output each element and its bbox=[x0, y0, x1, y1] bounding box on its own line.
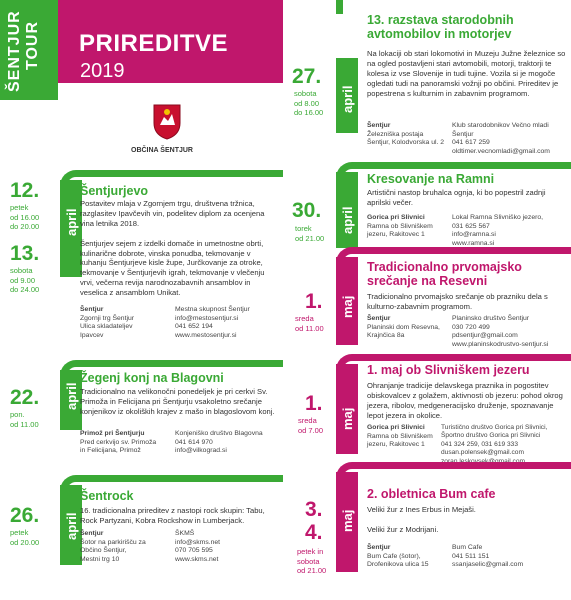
location-label: Šentjur bbox=[367, 315, 391, 322]
brand-line2: TOUR bbox=[24, 20, 41, 70]
date-day: 1. bbox=[305, 290, 323, 313]
organizer-block: Mestna skupnost Šentjur info@mestosentjur.si 041 652 194 www.mestosentjur.si bbox=[175, 306, 250, 339]
month-label: april bbox=[64, 512, 79, 540]
event-title: Tradicionalno prvomajsko srečanje na Resevni bbox=[367, 260, 522, 288]
location-block bbox=[367, 122, 447, 148]
card-corner bbox=[336, 462, 571, 482]
date-day: 27. bbox=[292, 65, 322, 88]
date-time: sobota od 8.00 do 16.00 bbox=[294, 89, 324, 118]
event-title: Šentrock bbox=[80, 489, 134, 503]
location-label: Primož pri Šentjurju bbox=[80, 430, 145, 437]
location-block bbox=[367, 544, 447, 570]
event-description: 16. tradicionalna prireditev z nastopi rock skupin: Tabu, Rock Partyzani, Kobra Rockshow in Lumberjack. bbox=[80, 506, 265, 525]
month-label: april bbox=[340, 85, 355, 113]
month-label: april bbox=[64, 208, 79, 236]
date-time: petek in sobota od 21.00 bbox=[297, 547, 327, 576]
card-corner bbox=[336, 0, 571, 14]
municipality-label: OBČINA ŠENTJUR bbox=[131, 147, 193, 154]
event-title: Šentjurjevo bbox=[80, 184, 149, 198]
organizer-block: Turistično društvo Gorica pri Slivnici, Športno društvo Gorica pri Slivnici 041 324 259, 031 619 333 dusan.polensek@gmail.com zoran.leskovsek@gmail.com bbox=[441, 424, 548, 465]
event-title: Žegenj konj na Blagovni bbox=[80, 371, 224, 385]
event-description: Tradicionalno na velikonočni ponedeljek je pri cerkvi Sv. Primoža in Felicijana pri Šentjurju vsakoletno srečanje konjenikov iz okoliških krajev z mašo in blagoslovom konj. bbox=[80, 387, 275, 416]
coat-of-arms-icon bbox=[152, 103, 182, 141]
event-description: Artistični nastop bruhalca ognja, ki bo popestril zadnji aprilski večer. bbox=[367, 188, 546, 207]
date-day: 4. bbox=[305, 521, 323, 544]
location-block bbox=[80, 306, 170, 340]
organizer-block: ŠKMŠ info@skms.net 070 705 595 www.skms.net bbox=[175, 530, 221, 563]
location-label: Šentjur bbox=[367, 122, 391, 129]
location-detail: Ramna ob Slivniškem jezeru, Rakitovec 1 bbox=[367, 432, 433, 449]
brand-line1: ŠENTJUR bbox=[6, 10, 23, 92]
location-label: Šentjur bbox=[367, 544, 391, 551]
event-title: Kresovanje na Ramni bbox=[367, 172, 495, 186]
event-title: 1. maj ob Slivniškem jezeru bbox=[367, 363, 530, 377]
location-detail: Zgornji trg Šentjur Ulica skladateljev Ipavcev bbox=[80, 314, 135, 339]
month-label: maj bbox=[340, 407, 355, 430]
date-day: 30. bbox=[292, 199, 322, 222]
date-day: 1. bbox=[305, 392, 323, 415]
event-title: 2. obletnica Bum cafe bbox=[367, 487, 496, 501]
month-label: april bbox=[64, 382, 79, 410]
organizer-block: Klub starodobnikov Večno mladi Šentjur 041 617 259 oldtimer.vecnomladi@gmail.com bbox=[452, 122, 550, 155]
location-detail: Pred cerkvijo sv. Primoža in Felicijana, Primož bbox=[80, 438, 157, 455]
date-time: sobota od 9.00 do 24.00 bbox=[10, 266, 40, 295]
location-label: Šentjur bbox=[80, 530, 104, 537]
location-label: Gorica pri Slivnici bbox=[367, 424, 425, 431]
location-block bbox=[80, 530, 172, 564]
page-title: PRIREDITVE bbox=[79, 30, 229, 57]
event-title: 13. razstava starodobnih avtomobilov in motorjev bbox=[367, 13, 514, 41]
organizer-block: Planinsko društvo Šentjur 030 720 499 pdsentjur@gmail.com www.planinskodrustvo-sentjur.si bbox=[452, 315, 549, 348]
date-time: petek od 20.00 bbox=[10, 528, 40, 547]
date-time: pon. od 11.00 bbox=[10, 410, 39, 429]
location-detail: Šotor na parkirišču za Občino Šentjur, Mestni trg 10 bbox=[80, 538, 146, 563]
event-description: Veliki žur z Ines Erbus in Mejaši. Veliki žur z Modrijani. bbox=[367, 505, 476, 534]
event-description: Na lokaciji ob stari lokomotivi in Muzeju Južne železnice so na ogled postavljeni stari avtomobili, motorji, traktorji te kolesa iz vse Slovenije in tudi tujine. Vozila si je mogoče ogledati tudi na panoramski vožnji po občini. Prireditev je popestrena s kulturnim in zabavnim programom. bbox=[367, 49, 566, 98]
location-block bbox=[80, 430, 172, 456]
date-day: 22. bbox=[10, 386, 40, 409]
location-label: Gorica pri Slivnici bbox=[367, 214, 425, 221]
location-label: Šentjur bbox=[80, 306, 104, 313]
month-label: maj bbox=[340, 509, 355, 532]
date-time: torek od 21.00 bbox=[295, 224, 325, 243]
month-label: april bbox=[340, 206, 355, 234]
date-day: 26. bbox=[10, 504, 40, 527]
date-time: sreda od 11.00 bbox=[295, 314, 324, 333]
date-day: 3. bbox=[305, 498, 323, 521]
location-detail: Ramna ob Slivniškem jezeru, Rakitovec 1 bbox=[367, 222, 433, 239]
event-description: Postavitev mlaja v Zgornjem trgu, društvena tržnica, razglasitev Ipavčevih vin, podelitev diplom za ocenjena vina letnika 2018. Šentjurjev sejem z izdelki domače in umetnostne obrti, kulinarične dobrote, vinska ponudba, tekmovanje v kuhanju Šentjurjeve kisle župe, Jurčkovanje za otroke, tekmovanje v Šentjurjevih igrah, tekmovanje v vlečenju vrvi, večerna revija narodnozabavnih ansamblov in veselica z ansamblom Unikat. bbox=[80, 199, 265, 298]
organizer-block: Lokal Ramna Slivniško jezero, 031 625 567 info@ramna.si www.ramna.si bbox=[452, 214, 544, 247]
location-detail: Bum Cafe (šotor), Drofenikova ulica 15 bbox=[367, 552, 429, 569]
date-time: sreda od 7.00 bbox=[298, 416, 324, 435]
event-description: Tradicionalno prvomajsko srečanje ob prazniku dela s kulturno-zabavnim programom. bbox=[367, 292, 548, 311]
date-day: 13. bbox=[10, 242, 40, 265]
organizer-block: Bum Cafe 041 511 151 ssanjaselic@gmail.com bbox=[452, 544, 524, 569]
location-block bbox=[367, 315, 447, 341]
location-detail: Železniška postaja Šentjur, Kolodvorska ul. 2 bbox=[367, 130, 445, 147]
date-time: petek od 16.00 do 20.00 bbox=[10, 203, 40, 232]
event-description: Ohranjanje tradicije delavskega praznika in pogostitev obiskovalcev z golažem, aktivnosti ob jezeru: pohod okrog jezera, ribolov, medgeneracijsko druženje, spoznavanje lepot jezera in okolice. bbox=[367, 381, 563, 420]
organizer-block: Konjeniško društvo Blagovna 041 614 970 info@vilkograd.si bbox=[175, 430, 263, 455]
location-block bbox=[367, 214, 447, 240]
date-day: 12. bbox=[10, 179, 40, 202]
location-detail: Planinski dom Resevna, Krajnčica 8a bbox=[367, 323, 440, 340]
month-label: maj bbox=[340, 295, 355, 318]
page-year: 2019 bbox=[80, 60, 125, 82]
location-block bbox=[367, 424, 447, 450]
